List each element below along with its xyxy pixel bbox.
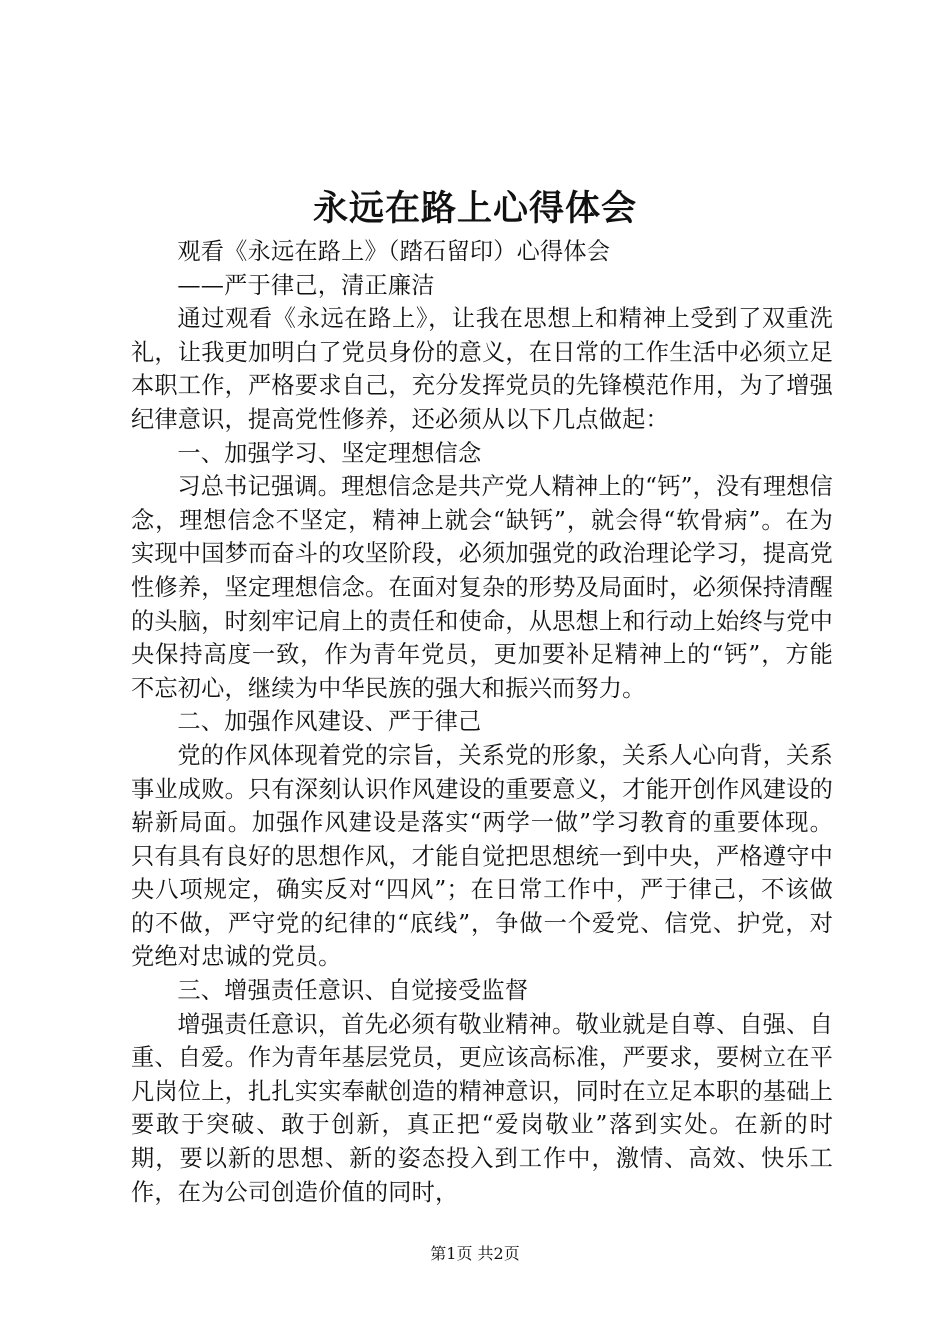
document-motto: ——严于律己，清正廉洁 <box>177 271 435 299</box>
body-paragraph: 习总书记强调。理想信念是共产党人精神上的“钙”，没有理想信念，理想信念不坚定，精神上就会“缺钙”，就会得“软骨病”。在为实现中国梦而奋斗的攻坚阶段，必须加强党的政治理论学习，提高党性修养，坚定理想信念。在面对复杂的形势及局面时，必须保持清醒的头脑，时刻牢记肩上的责任和使命，从思想上和行动上始终与党中央保持高度一致，作为青年党员，更加要补足精神上的“钙”，方能不忘初心，继续为中华民族的强大和振兴而努力。 <box>131 473 833 702</box>
body-paragraph: 增强责任意识，首先必须有敬业精神。敬业就是自尊、自强、自重、自爱。作为青年基层党员，更应该高标准，严要求，要树立在平凡岗位上，扎扎实实奉献创造的精神意识，同时在立足本职的基础上要敢于突破、敢于创新，真正把“爱岗敬业”落到实处。在新的时期，要以新的思想、新的姿态投入到工作中，激情、高效、快乐工作，在为公司创造价值的同时， <box>131 1010 833 1206</box>
page-number-footer: 第1页 共2页 <box>430 1244 520 1263</box>
document-body <box>131 235 833 1209</box>
section-heading-3: 三、增强责任意识、自觉接受监督 <box>177 977 529 1005</box>
section-heading-1: 一、加强学习、坚定理想信念 <box>177 439 482 467</box>
body-paragraph: 党的作风体现着党的宗旨，关系党的形象，关系人心向背，关系事业成败。只有深刻认识作风建设的重要意义，才能开创作风建设的崭新局面。加强作风建设是落实“两学一做”学习教育的重要体现。只有具有良好的思想作风，才能自觉把思想统一到中央，严格遵守中央八项规定，确实反对“四风”；在日常工作中，严于律己，不该做的不做，严守党的纪律的“底线”，争做一个爱党、信党、护党，对党绝对忠诚的党员。 <box>131 741 833 971</box>
section-heading-2: 二、加强作风建设、严于律己 <box>177 708 482 736</box>
document-title: 永远在路上心得体会 <box>312 188 637 229</box>
document-subtitle: 观看《永远在路上》（踏石留印）心得体会 <box>177 238 611 265</box>
body-paragraph: 通过观看《永远在路上》，让我在思想上和精神上受到了双重洗礼，让我更加明白了党员身份的意义，在日常的工作生活中必须立足本职工作，严格要求自己，充分发挥党员的先锋模范作用，为了增强纪律意识，提高党性修养，还必须从以下几点做起： <box>131 305 833 433</box>
